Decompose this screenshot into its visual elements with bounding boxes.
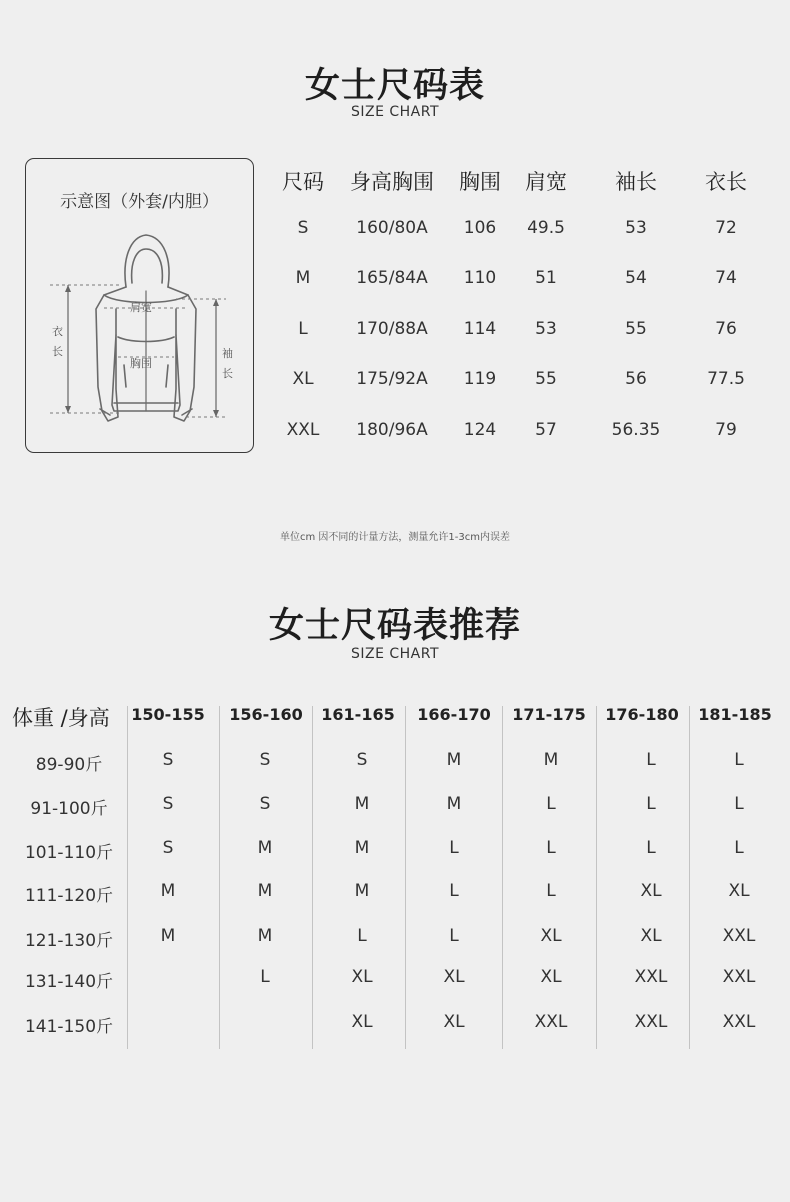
recommend-cell: M xyxy=(257,926,273,946)
column-divider xyxy=(219,706,220,1049)
weight-label: 89-90斤 xyxy=(35,755,103,775)
recommend-cell: L xyxy=(546,794,556,814)
size-table-header: 尺码 xyxy=(282,170,324,194)
recommend-cell: XL xyxy=(640,881,662,901)
recommend-title: 女士尺码表推荐 xyxy=(268,606,521,646)
recommend-cell: S xyxy=(356,750,368,770)
size-table-cell: 74 xyxy=(715,268,737,288)
recommend-cell: L xyxy=(646,838,656,858)
size-table-cell: 170/88A xyxy=(356,319,428,339)
recommend-cell: L xyxy=(260,967,270,987)
recommend-cell: XL xyxy=(640,926,662,946)
recommend-cell: XL xyxy=(351,1012,373,1032)
recommend-cell: S xyxy=(162,838,174,858)
weight-label: 131-140斤 xyxy=(24,972,114,992)
weight-label: 91-100斤 xyxy=(30,799,108,819)
recommend-cell: L xyxy=(449,881,459,901)
size-table-cell: 56 xyxy=(625,369,647,389)
column-divider xyxy=(502,706,503,1049)
diagram-caption: 示意图（外套/内胆） xyxy=(60,192,219,212)
recommend-cell: XXL xyxy=(634,967,668,987)
weight-label: 121-130斤 xyxy=(24,931,114,951)
height-header: 176-180 xyxy=(605,705,679,724)
size-table-cell: 55 xyxy=(625,319,647,339)
recommend-cell: XL xyxy=(351,967,373,987)
size-table-cell: 55 xyxy=(535,369,557,389)
recommend-cell: M xyxy=(354,838,370,858)
recommend-cell: L xyxy=(734,794,744,814)
size-table-cell: 165/84A xyxy=(356,268,428,288)
size-table-header: 袖长 xyxy=(615,170,657,194)
size-table-cell: XXL xyxy=(286,420,320,440)
weight-label: 101-110斤 xyxy=(24,843,114,863)
recommend-cell: XL xyxy=(443,1012,465,1032)
height-header: 171-175 xyxy=(512,705,586,724)
size-table-header: 胸围 xyxy=(459,170,501,194)
size-table-cell: 51 xyxy=(535,268,557,288)
column-divider xyxy=(127,706,128,1049)
size-table-header: 肩宽 xyxy=(525,170,567,194)
recommend-cell: XXL xyxy=(722,967,756,987)
size-table-cell: 106 xyxy=(463,218,497,238)
size-table-cell: 119 xyxy=(463,369,497,389)
weight-label: 111-120斤 xyxy=(24,886,114,906)
size-table-cell: 76 xyxy=(715,319,737,339)
size-table-cell: 180/96A xyxy=(356,420,428,440)
recommend-cell: L xyxy=(546,881,556,901)
height-header: 166-170 xyxy=(417,705,491,724)
size-table-header: 衣长 xyxy=(705,170,747,194)
size-chart-title: 女士尺码表 xyxy=(304,66,485,106)
recommend-subtitle: SIZE CHART xyxy=(350,646,440,662)
column-divider xyxy=(312,706,313,1049)
recommend-cell: L xyxy=(646,794,656,814)
size-table-cell: M xyxy=(295,268,311,288)
column-divider xyxy=(689,706,690,1049)
recommend-cell: M xyxy=(446,794,462,814)
recommend-cell: XXL xyxy=(722,1012,756,1032)
size-table-cell: L xyxy=(298,319,308,339)
size-table-cell: 110 xyxy=(463,268,497,288)
recommend-cell: M xyxy=(446,750,462,770)
recommend-cell: S xyxy=(162,794,174,814)
size-table-cell: 72 xyxy=(715,218,737,238)
recommend-cell: XXL xyxy=(722,926,756,946)
recommend-cell: M xyxy=(160,881,176,901)
recommend-cell: L xyxy=(357,926,367,946)
size-table-cell: 49.5 xyxy=(527,218,565,238)
column-divider xyxy=(596,706,597,1049)
recommend-cell: S xyxy=(259,794,271,814)
size-table-cell: 53 xyxy=(535,319,557,339)
size-chart-subtitle: SIZE CHART xyxy=(350,104,440,120)
size-table-cell: S xyxy=(297,218,309,238)
size-table-cell: 114 xyxy=(463,319,497,339)
height-header: 181-185 xyxy=(698,705,772,724)
size-table-cell: 56.35 xyxy=(611,420,661,440)
jacket-diagram xyxy=(25,158,254,453)
recommend-cell: XL xyxy=(540,967,562,987)
recommend-cell: M xyxy=(354,794,370,814)
label-shoulder: 肩宽 xyxy=(130,301,152,314)
weight-height-header: 体重 /身高 xyxy=(12,706,110,730)
recommend-cell: XL xyxy=(443,967,465,987)
size-table-cell: 54 xyxy=(625,268,647,288)
recommend-cell: S xyxy=(259,750,271,770)
recommend-cell: S xyxy=(162,750,174,770)
recommend-cell: L xyxy=(546,838,556,858)
label-length-1: 衣 xyxy=(52,325,63,338)
recommend-cell: L xyxy=(734,838,744,858)
recommend-cell: L xyxy=(734,750,744,770)
recommend-cell: M xyxy=(354,881,370,901)
size-table-cell: 124 xyxy=(463,420,497,440)
label-sleeve-1: 袖 xyxy=(222,347,233,360)
label-sleeve-2: 长 xyxy=(222,367,233,380)
label-chest: 胸围 xyxy=(130,357,152,370)
size-table-cell: 79 xyxy=(715,420,737,440)
size-table-cell: 57 xyxy=(535,420,557,440)
size-table-cell: 77.5 xyxy=(707,369,745,389)
column-divider xyxy=(405,706,406,1049)
recommend-cell: L xyxy=(449,838,459,858)
size-table-cell: 53 xyxy=(625,218,647,238)
recommend-cell: L xyxy=(449,926,459,946)
height-header: 161-165 xyxy=(321,705,395,724)
measurement-note: 单位cm 因不同的计量方法，测量允许1-3cm内误差 xyxy=(280,532,510,543)
weight-label: 141-150斤 xyxy=(24,1017,114,1037)
recommend-cell: XXL xyxy=(534,1012,568,1032)
size-table-cell: 175/92A xyxy=(356,369,428,389)
label-length-2: 长 xyxy=(52,345,63,358)
recommend-cell: M xyxy=(160,926,176,946)
recommend-cell: XXL xyxy=(634,1012,668,1032)
size-table-header: 身高胸围 xyxy=(350,170,434,194)
recommend-cell: M xyxy=(543,750,559,770)
recommend-cell: M xyxy=(257,838,273,858)
recommend-cell: XL xyxy=(540,926,562,946)
recommend-cell: XL xyxy=(728,881,750,901)
size-table-cell: 160/80A xyxy=(356,218,428,238)
size-table-cell: XL xyxy=(292,369,314,389)
recommend-cell: L xyxy=(646,750,656,770)
jacket-illustration xyxy=(26,159,255,454)
recommend-cell: M xyxy=(257,881,273,901)
height-header: 150-155 xyxy=(131,705,205,724)
height-header: 156-160 xyxy=(229,705,303,724)
